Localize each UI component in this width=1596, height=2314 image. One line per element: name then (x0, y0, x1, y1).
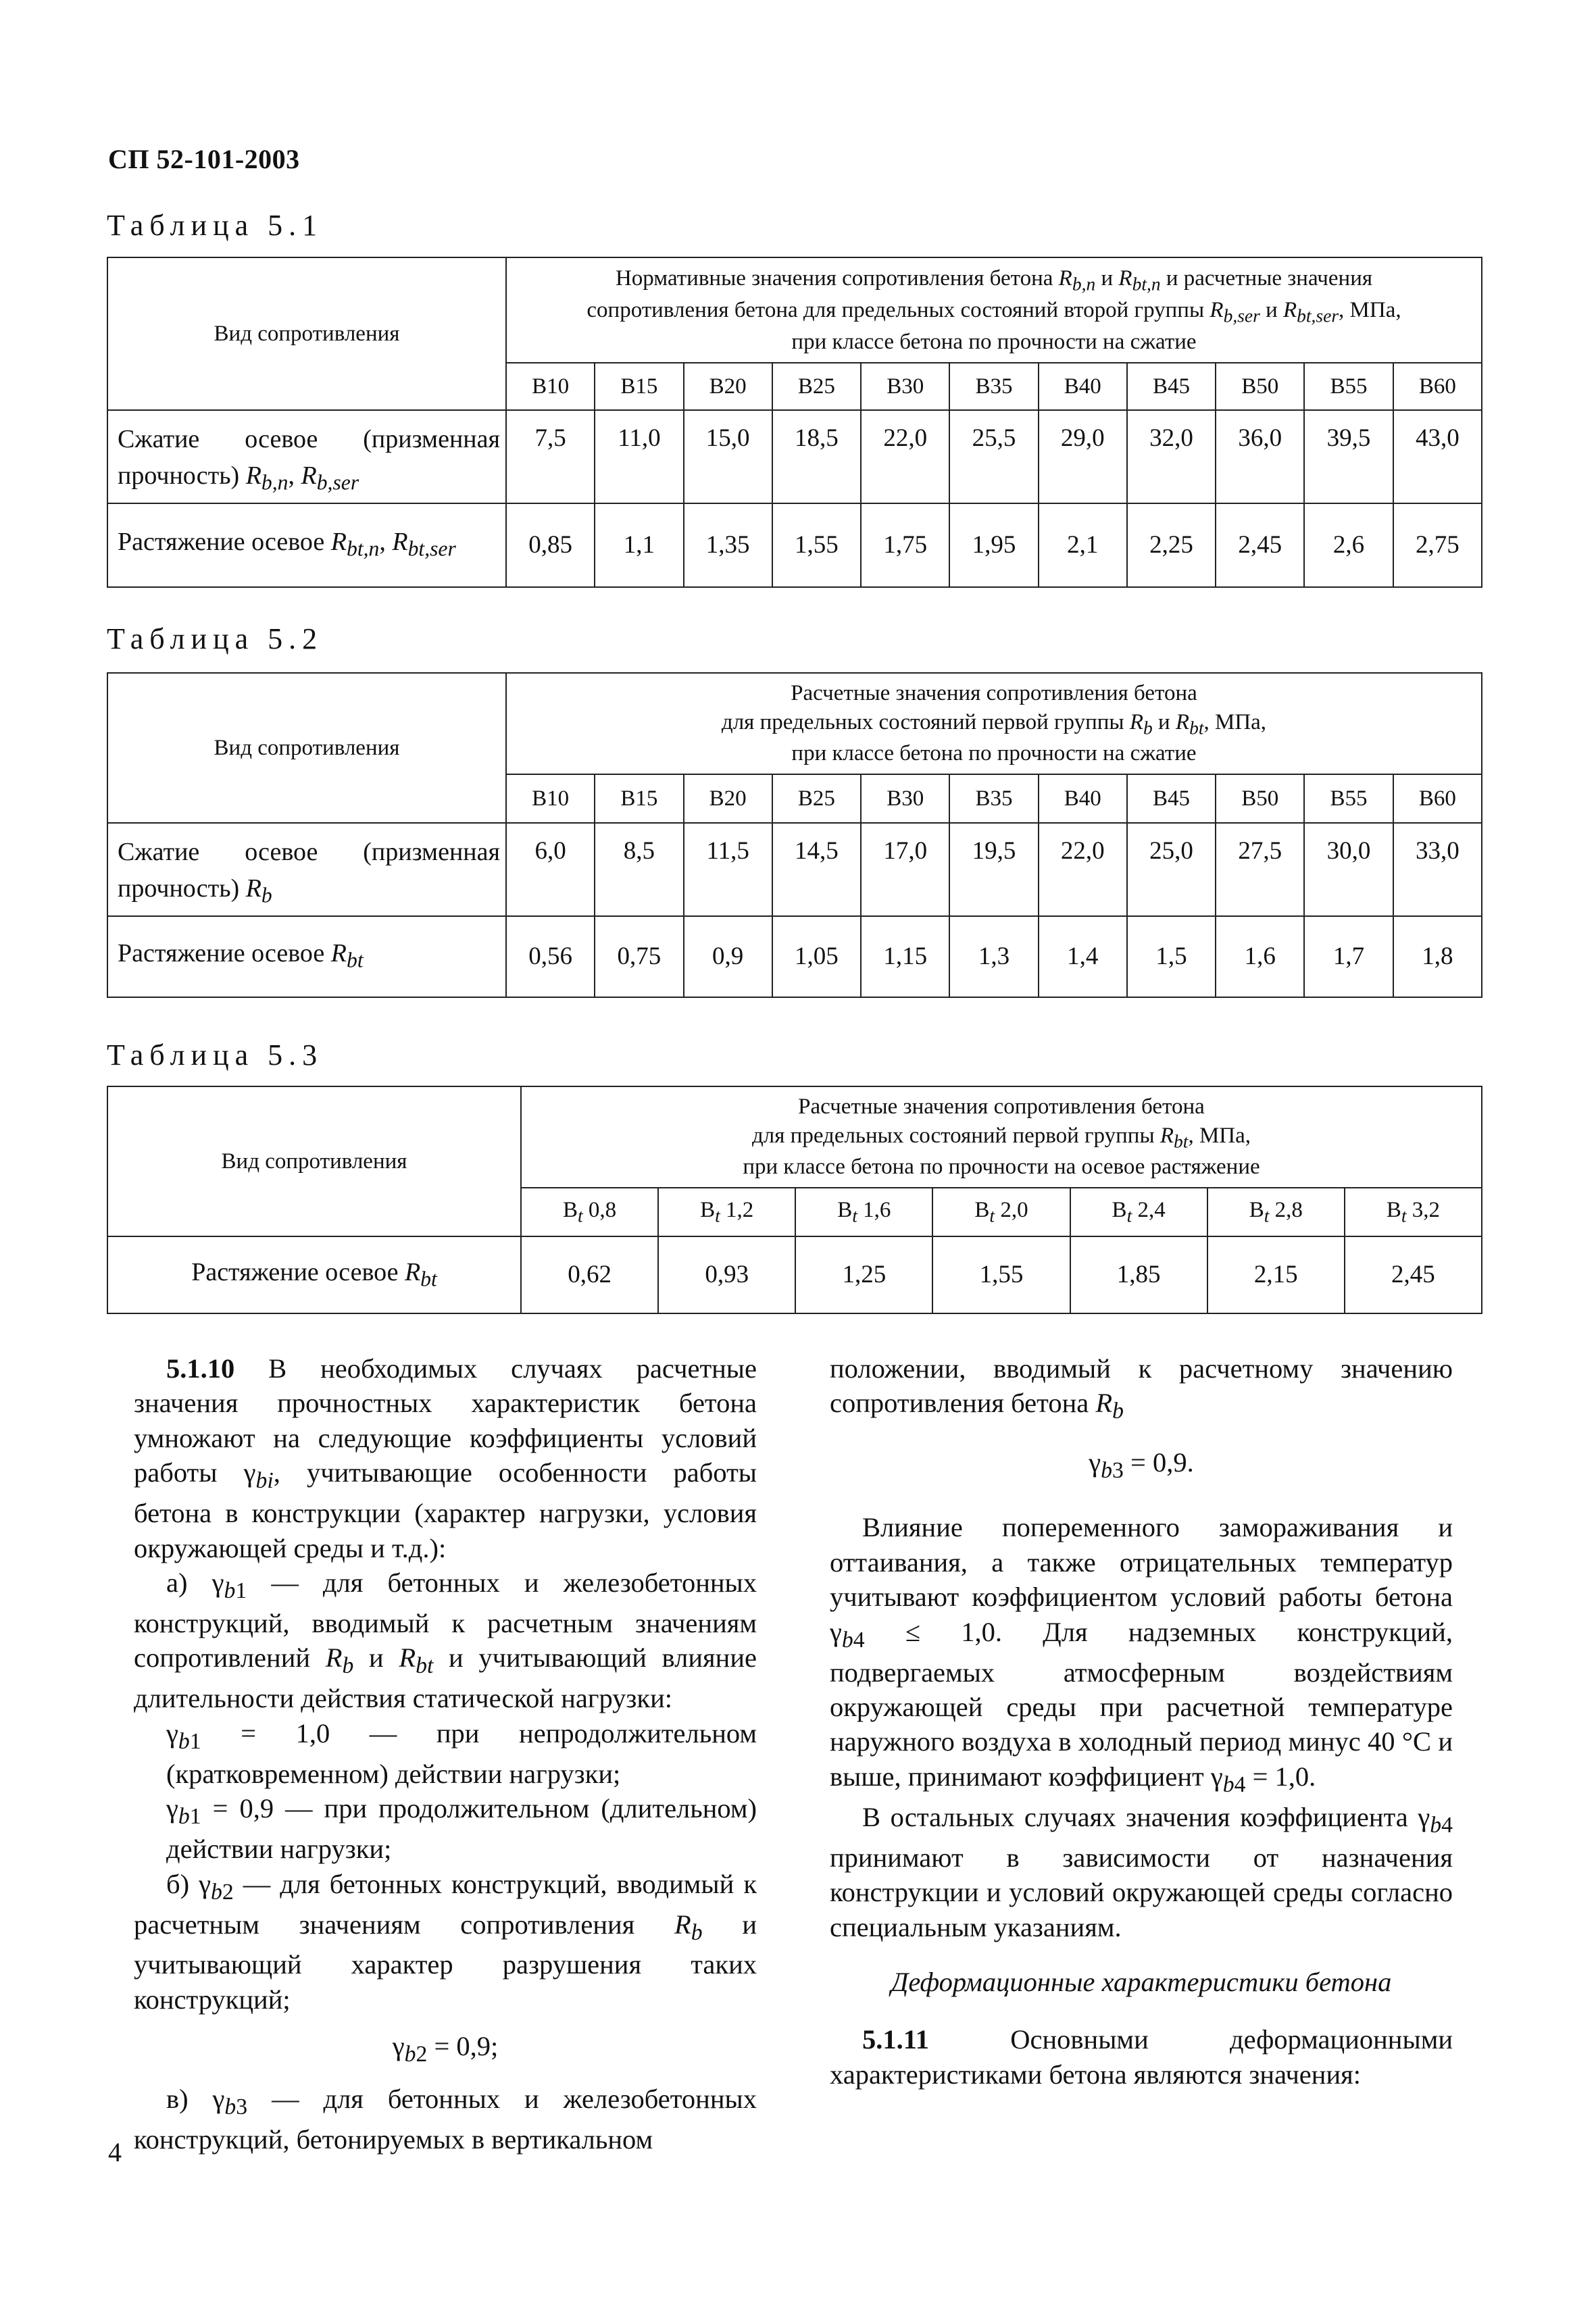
t2-cell-r1-c2: 0,9 (684, 916, 772, 997)
table-5-2-caption: Таблица 5.2 (107, 622, 324, 655)
t3-class-5: $B_t$ 2,8 (1207, 1188, 1345, 1236)
t2-cell-r1-c5: 1,3 (949, 916, 1038, 997)
table-5-3-row-label-tension: Растяжение осевое $R_{bt}$ (107, 1236, 521, 1313)
t1-cell-r0-c6: 29,0 (1039, 410, 1127, 503)
table-5-2 (107, 672, 1482, 998)
table-5-1-group-header: Нормативные значения сопротивления бетона $R_{b,n}$ и $R_{bt,n}$ и расчетные значения сопротивления бетона для предельных состояний второй группы $R_{b,ser}$ и $R_{bt,ser}$, МПа, при классе бетона по прочности на сжатие (506, 257, 1482, 363)
table-5-3-header-vid: Вид сопротивления (107, 1086, 521, 1236)
t2-cell-r0-c3: 14,5 (772, 823, 861, 916)
formula-gamma-b2: $\gamma_{b2} = 0,9$; (392, 2031, 499, 2067)
t1-cell-r0-c10: 43,0 (1393, 410, 1482, 503)
t3-class-2: $B_t$ 1,6 (795, 1188, 932, 1236)
table-5-3-caption: Таблица 5.3 (107, 1038, 324, 1072)
subheading-deformation: Деформационные характеристики бетона (891, 1966, 1392, 1997)
table-5-2-group-header: Расчетные значения сопротивления бетона для предельных состояний первой группы $R_b$ и $R_{bt}$, МПа, при классе бетона по прочности на сжатие (506, 673, 1482, 774)
t2-cell-r0-c2: 11,5 (684, 823, 772, 916)
paragraph-item-a: а) $\gamma_{b1}$ — для бетонных и железобетонных конструкций, вводимый к расчетным значениям сопротивлений $R_b$ и $R_{bt}$ и учитывающий влияние длительности действия статической нагрузки: (134, 1567, 757, 1714)
t3-cell-r0-c2: 1,25 (795, 1236, 932, 1313)
paragraph-other-cases: В остальных случаях значения коэффициента $\gamma_{b4}$ принимают в зависимости от назначения конструкции и условий окружающей среды согласно специальным указаниям. (830, 1801, 1453, 1942)
t3-cell-r0-c4: 1,85 (1070, 1236, 1207, 1313)
t2-cell-r1-c8: 1,6 (1216, 916, 1304, 997)
table-5-1-row-label-compression: Сжатие осевое (призменная прочность) $R_{b,n}$, $R_{b,ser}$ (107, 410, 506, 503)
document-code: СП 52-101-2003 (108, 144, 300, 174)
paragraph-item-b: б) $\gamma_{b2}$ — для бетонных конструкций, вводимый к расчетным значениям сопротивления $R_b$ и учитывающий характер разрушения таких конструкций; (134, 1868, 757, 2015)
t3-class-0: $B_t$ 0,8 (521, 1188, 658, 1236)
t2-class-7: B45 (1127, 774, 1216, 823)
t2-class-3: B25 (772, 774, 861, 823)
body-column-left (134, 1351, 757, 2157)
t2-class-0: B10 (506, 774, 595, 823)
table-5-1-row-label-tension: Растяжение осевое $R_{bt,n}$, $R_{bt,ser}$ (107, 503, 506, 587)
paragraph-5-1-10: 5.1.10 В необходимых случаях расчетные значения прочностных характеристик бетона умножают на следующие коэффициенты условий работы $\gamma_{bi}$, учитывающие особенности работы бетона в конструкции (характер нагрузки, условия окружающей среды и т.д.): (134, 1353, 757, 1563)
t2-cell-r1-c9: 1,7 (1304, 916, 1393, 997)
t3-class-1: $B_t$ 1,2 (658, 1188, 795, 1236)
table-5-2-row-label-compression: Сжатие осевое (призменная прочность) $R_b$ (107, 823, 506, 916)
paragraph-item-v-cont: положении, вводимый к расчетному значению сопротивления бетона $R_b$ (830, 1353, 1453, 1424)
t2-cell-r1-c0: 0,56 (506, 916, 595, 997)
t1-cell-r0-c4: 22,0 (861, 410, 949, 503)
t2-cell-r1-c6: 1,4 (1039, 916, 1127, 997)
t1-cell-r0-c9: 39,5 (1304, 410, 1393, 503)
t2-cell-r0-c5: 19,5 (949, 823, 1038, 916)
t1-cell-r1-c5: 1,95 (949, 503, 1038, 587)
t2-class-9: B55 (1304, 774, 1393, 823)
table-5-2-row-label-tension: Растяжение осевое $R_{bt}$ (107, 916, 506, 997)
t1-cell-r1-c9: 2,6 (1304, 503, 1393, 587)
t2-cell-r0-c10: 33,0 (1393, 823, 1482, 916)
t1-class-6: B40 (1039, 363, 1127, 410)
t2-class-2: B20 (684, 774, 772, 823)
t2-class-8: B50 (1216, 774, 1304, 823)
t2-class-6: B40 (1039, 774, 1127, 823)
t1-cell-r0-c5: 25,5 (949, 410, 1038, 503)
t1-cell-r1-c7: 2,25 (1127, 503, 1216, 587)
t2-cell-r1-c3: 1,05 (772, 916, 861, 997)
t2-cell-r1-c7: 1,5 (1127, 916, 1216, 997)
t2-cell-r0-c1: 8,5 (595, 823, 683, 916)
t2-cell-r0-c0: 6,0 (506, 823, 595, 916)
t3-class-3: $B_t$ 2,0 (932, 1188, 1070, 1236)
t2-cell-r1-c4: 1,15 (861, 916, 949, 997)
t1-class-4: B30 (861, 363, 949, 410)
t1-cell-r0-c2: 15,0 (684, 410, 772, 503)
t1-cell-r1-c1: 1,1 (595, 503, 683, 587)
formula-gamma-b3: $\gamma_{b3} = 0,9$. (1089, 1447, 1194, 1484)
t3-cell-r0-c6: 2,45 (1345, 1236, 1482, 1313)
t1-class-5: B35 (949, 363, 1038, 410)
t3-cell-r0-c0: 0,62 (521, 1236, 658, 1313)
t3-class-4: $B_t$ 2,4 (1070, 1188, 1207, 1236)
t1-cell-r0-c3: 18,5 (772, 410, 861, 503)
t1-cell-r1-c8: 2,45 (1216, 503, 1304, 587)
body-column-right (830, 1351, 1453, 2092)
paragraph-5-1-11: 5.1.11 Основными деформационными характеристиками бетона являются значения: (830, 2024, 1453, 2090)
t1-class-0: B10 (506, 363, 595, 410)
paragraph-item-v: в) $\gamma_{b3}$ — для бетонных и железобетонных конструкций, бетонируемых в вертикальном (134, 2084, 757, 2155)
table-5-3 (107, 1086, 1482, 1314)
t2-cell-r1-c1: 0,75 (595, 916, 683, 997)
t1-cell-r1-c0: 0,85 (506, 503, 595, 587)
t1-cell-r1-c6: 2,1 (1039, 503, 1127, 587)
t1-cell-r1-c2: 1,35 (684, 503, 772, 587)
table-5-2-header-vid: Вид сопротивления (107, 673, 506, 823)
t1-class-9: B55 (1304, 363, 1393, 410)
t2-cell-r1-c10: 1,8 (1393, 916, 1482, 997)
t2-cell-r0-c7: 25,0 (1127, 823, 1216, 916)
t2-class-1: B15 (595, 774, 683, 823)
t1-class-7: B45 (1127, 363, 1216, 410)
t2-cell-r0-c6: 22,0 (1039, 823, 1127, 916)
t1-class-10: B60 (1393, 363, 1482, 410)
t2-cell-r0-c9: 30,0 (1304, 823, 1393, 916)
t3-cell-r0-c3: 1,55 (932, 1236, 1070, 1313)
table-5-1-header-vid: Вид сопротивления (107, 257, 506, 410)
t2-class-10: B60 (1393, 774, 1482, 823)
t1-cell-r0-c8: 36,0 (1216, 410, 1304, 503)
t1-cell-r1-c10: 2,75 (1393, 503, 1482, 587)
t3-cell-r0-c5: 2,15 (1207, 1236, 1345, 1313)
t1-cell-r0-c1: 11,0 (595, 410, 683, 503)
t1-cell-r0-c0: 7,5 (506, 410, 595, 503)
table-5-1 (107, 257, 1482, 588)
t1-class-2: B20 (684, 363, 772, 410)
page-number: 4 (108, 2137, 122, 2167)
t2-class-5: B35 (949, 774, 1038, 823)
t1-cell-r0-c7: 32,0 (1127, 410, 1216, 503)
t2-cell-r0-c4: 17,0 (861, 823, 949, 916)
t1-class-3: B25 (772, 363, 861, 410)
t3-class-6: $B_t$ 3,2 (1345, 1188, 1482, 1236)
t2-cell-r0-c8: 27,5 (1216, 823, 1304, 916)
table-5-3-group-header: Расчетные значения сопротивления бетона для предельных состояний первой группы $R_{bt}$, МПа, при классе бетона по прочности на осевое растяжение (521, 1086, 1482, 1188)
t2-class-4: B30 (861, 774, 949, 823)
table-5-1-caption: Таблица 5.1 (107, 209, 324, 242)
t3-cell-r0-c1: 0,93 (658, 1236, 795, 1313)
t1-class-1: B15 (595, 363, 683, 410)
t1-cell-r1-c4: 1,75 (861, 503, 949, 587)
t1-cell-r1-c3: 1,55 (772, 503, 861, 587)
paragraph-gamma-b1-short: $\gamma_{b1} = 1,0$ — при непродолжительном (кратковременном) действии нагрузки; (166, 1717, 757, 1789)
paragraph-gamma-b1-long: $\gamma_{b1} = 0,9$ — при продолжительном (длительном) действии нагрузки; (166, 1793, 757, 1865)
paragraph-freeze-thaw: Влияние попеременного замораживания и оттаивания, а также отрицательных температур учитывают коэффициентом условий работы бетона $\gamma_{b4} \le 1,0$. Для надземных конструкций, подвергаемых атмосферным воздействиям окружающей среды при расчетной температуре наружного воздуха в холодный период минус 40 °С и выше, принимают коэффициент $\gamma_{b4} = 1,0$. (830, 1512, 1453, 1797)
t1-class-8: B50 (1216, 363, 1304, 410)
